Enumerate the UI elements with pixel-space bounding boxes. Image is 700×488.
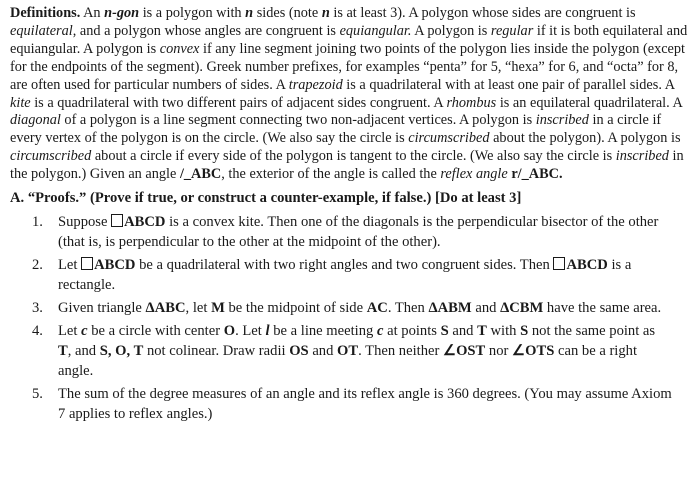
text-run: and: [471, 300, 501, 317]
quadrilateral-square-icon: [553, 257, 565, 270]
text-run: be a line meeting: [269, 323, 377, 340]
definitions-paragraph: [10, 5, 690, 184]
section-a-label: A. “Proofs.” (Prove if true, or construct a counter-example, if false.) [Do at least 3]: [10, 190, 522, 207]
text-run: about a circle if every side of the polygon is tangent to the circle. (We also say the circle is: [91, 148, 616, 165]
triangle-cbm: ΔCBM: [500, 300, 544, 317]
variable-n: n: [245, 5, 254, 21]
text-run: is a quadrilateral with at least one pair of parallel sides. A: [342, 76, 675, 93]
text-run: is at least 3). A polygon whose sides are congruent is: [329, 5, 636, 21]
problem-item-3: [10, 298, 690, 318]
radius-os: OS: [289, 343, 309, 360]
text-run: is a polygon with: [139, 5, 246, 21]
circle-c: c: [376, 323, 384, 340]
circle-c: c: [81, 323, 88, 340]
point-t: T: [58, 343, 68, 360]
quadrilateral-abcd: ABCD: [566, 257, 608, 274]
variable-n: n: [321, 5, 330, 21]
text-run: and: [308, 343, 338, 360]
text-run: . Let: [235, 323, 266, 340]
text-run: , and: [67, 343, 100, 360]
text-run: Given triangle: [58, 300, 146, 317]
angle-ots: ∠OTS: [512, 343, 555, 360]
term-regular: regular: [490, 22, 534, 39]
text-run: nor: [485, 343, 513, 360]
text-run: not colinear. Draw radii: [143, 343, 290, 360]
text-run: is a rectangle.: [58, 257, 632, 294]
point-t: T: [477, 323, 487, 340]
problem-number: 1.: [32, 214, 43, 231]
problem-item-2: [10, 255, 690, 295]
term-inscribed: inscribed: [615, 148, 669, 165]
quadrilateral-abcd: ABCD: [94, 257, 136, 274]
problem-list: [10, 212, 690, 424]
text-run: , the exterior of the angle is called the: [221, 166, 441, 183]
point-m: M: [211, 300, 225, 317]
point-s: S: [440, 323, 449, 340]
radius-ot: OT: [337, 343, 359, 360]
triangle-abm: ΔABM: [428, 300, 472, 317]
text-run: if any line segment joining two points of the polygon lies inside the polygon (except for the endpoints of the segment). Greek number prefixes, for examples “penta” for 5, “hexa” for 6, and “octa” for 8, are often used for particular numbers of sides. A: [10, 40, 686, 93]
problem-item-5: [10, 384, 690, 424]
problem-item-1: [10, 212, 690, 252]
problem-item-4: [10, 321, 690, 381]
text-run: be a circle with center: [87, 323, 224, 340]
text-run: about the polygon). A polygon is: [489, 130, 681, 147]
center-o: O: [223, 323, 236, 340]
quadrilateral-abcd: ABCD: [124, 214, 166, 231]
text-run: Suppose: [58, 214, 112, 231]
points-s-o-t: S, O, T: [99, 343, 144, 360]
point-s: S: [520, 323, 529, 340]
problem-number: 5.: [32, 386, 43, 403]
line-l: l: [265, 323, 270, 340]
text-run: in the polygon.) Given an angle: [10, 148, 684, 183]
problem-number: 3.: [32, 300, 43, 317]
term-n-gon: n-gon: [104, 5, 140, 21]
term-trapezoid: trapezoid: [288, 76, 343, 93]
section-a-heading: [10, 189, 690, 208]
term-equiangular: equiangular.: [339, 22, 412, 39]
text-run: . Then: [387, 300, 429, 317]
definitions-lead: Definitions.: [10, 5, 81, 21]
text-run: and: [448, 323, 478, 340]
angle-ost: ∠OST: [442, 343, 486, 360]
text-run: with: [486, 323, 521, 340]
text-run: is an equilateral quadrilateral. A: [496, 94, 683, 111]
side-ac: AC: [366, 300, 388, 317]
text-run: An: [80, 5, 105, 21]
text-run: is a convex kite. Then one of the diagonals is the perpendicular bisector of the other (that is, is perpendicular to the other at the midpoint of the other).: [58, 214, 659, 251]
text-run: , let: [185, 300, 212, 317]
triangle-abc: ΔABC: [145, 300, 186, 317]
text-run: at points: [383, 323, 441, 340]
text-run: The sum of the degree measures of an angle and its reflex angle is 360 degrees. (You may assume Axiom 7 applies to reflex angles.): [58, 386, 672, 423]
text-run: of a polygon is a line segment connecting two non-adjacent vertices. A polygon is: [60, 112, 536, 129]
quadrilateral-square-icon: [111, 214, 123, 227]
term-equilateral: equilateral: [10, 22, 73, 39]
text-run: , and a polygon whose angles are congruent is: [72, 22, 340, 39]
text-run: Let: [58, 323, 82, 340]
term-reflex-angle: reflex angle: [440, 166, 508, 183]
term-kite: kite: [10, 94, 31, 111]
problem-number: 4.: [32, 323, 43, 340]
text-run: Let: [58, 257, 82, 274]
term-diagonal: diagonal: [10, 112, 61, 129]
problem-number: 2.: [32, 257, 43, 274]
text-run: . Then neither: [358, 343, 443, 360]
quadrilateral-square-icon: [81, 257, 93, 270]
term-inscribed: inscribed: [535, 112, 589, 129]
text-run: is a quadrilateral with two different pairs of adjacent sides congruent. A: [30, 94, 447, 111]
angle-abc: /_ABC: [179, 166, 222, 183]
reflex-angle-abc: r/_ABC.: [507, 166, 563, 183]
text-run: in a circle if every vertex of the polygon is on the circle. (We also say the circle is: [10, 112, 662, 147]
text-run: sides (note: [253, 5, 322, 21]
term-convex: convex: [159, 40, 200, 57]
text-run: be the midpoint of side: [224, 300, 367, 317]
term-circumscribed: circumscribed: [408, 130, 490, 147]
text-run: A polygon is: [411, 22, 491, 39]
term-rhombus: rhombus: [446, 94, 497, 111]
text-run: can be a right angle.: [58, 343, 638, 380]
term-circumscribed: circumscribed: [10, 148, 92, 165]
text-run: be a quadrilateral with two right angles and two congruent sides. Then: [135, 257, 554, 274]
text-run: have the same area.: [543, 300, 662, 317]
text-run: if it is both equilateral and equiangular. A polygon is: [10, 22, 688, 57]
text-run: not the same point as: [528, 323, 656, 340]
